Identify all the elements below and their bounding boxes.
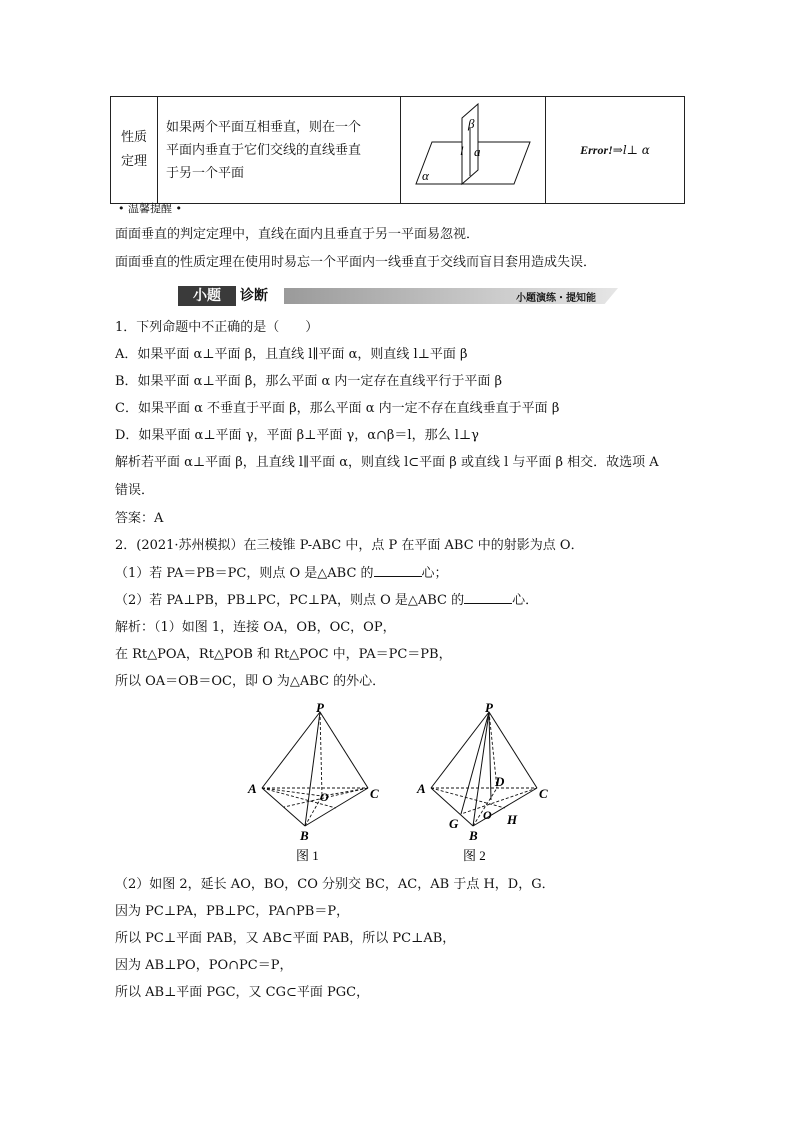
banner-title: 诊断: [240, 288, 268, 304]
beta-label: β: [468, 116, 475, 131]
banner-tag: 小题演练・提知能: [516, 293, 596, 304]
tip-title: • 温馨提醒 •: [118, 202, 182, 215]
vertex-label: O: [320, 790, 329, 804]
vertex-label: H: [507, 812, 518, 827]
figure-caption: 图 2: [463, 848, 486, 863]
vertex-label: O: [483, 808, 492, 822]
q2-solution-line: 在 Rt△POA，Rt△POB 和 Rt△POC 中，PA＝PC＝PB，: [115, 647, 452, 662]
q1-analysis: 解析若平面 α⊥平面 β，且直线 l∥平面 α，则直线 l⊂平面 β 或直线 l 与平面 β 相交．故选项 A: [115, 455, 659, 470]
q2-stem: 2．(2021·苏州模拟）在三棱锥 P-ABC 中，点 P 在平面 ABC 中的射影为点 O．: [115, 538, 584, 553]
q2-solution-line: 因为 AB⊥PO，PO∩PC＝P，: [115, 958, 293, 973]
row-label-cell: [111, 97, 158, 204]
figure-caption: 图 1: [296, 848, 319, 863]
vertex-label: A: [248, 781, 257, 796]
alpha-label: α: [422, 168, 429, 183]
statement-cell: [158, 97, 401, 204]
q2-part2: （2）若 PA⊥PB，PB⊥PC，PC⊥PA，则点 O 是△ABC 的 心．: [115, 593, 539, 608]
vertex-label: P: [316, 700, 324, 715]
q2-solution-line: 所以 PC⊥平面 PAB，又 AB⊂平面 PAB，所以 PC⊥AB，: [115, 931, 456, 946]
figure-2: [405, 700, 555, 865]
vertex-label: C: [370, 786, 379, 801]
symbol-text: ⇒l⊥ α: [612, 142, 650, 157]
q1-option-a: A．如果平面 α⊥平面 β，且直线 l∥平面 α，则直线 l⊥平面 β: [115, 347, 468, 362]
statement-line: 平面内垂直于它们交线的直线垂直: [166, 142, 362, 158]
row-label-line: 定理: [120, 154, 147, 169]
vertex-label: B: [469, 828, 478, 843]
q1-analysis-cont: 错误．: [115, 483, 155, 498]
q1-option-b: B．如果平面 α⊥平面 β，那么平面 α 内一定存在直线平行于平面 β: [115, 374, 503, 389]
answer-blank: [374, 564, 422, 577]
q1-option-d: D．如果平面 α⊥平面 γ，平面 β⊥平面 γ，α∩β＝l，那么 l⊥γ: [115, 428, 479, 443]
vertex-label: G: [449, 816, 459, 831]
statement-line: 于另一个平面: [166, 165, 245, 181]
a-label: a: [474, 144, 481, 159]
q2-solution-line: （2）如图 2，延长 AO，BO，CO 分别交 BC，AC，AB 于点 H，D，G．: [115, 877, 555, 892]
q2-solution-line: 因为 PC⊥PA，PB⊥PC，PA∩PB＝P，: [115, 904, 350, 919]
planes-figure: [402, 98, 544, 198]
q1-answer: 答案：A: [115, 511, 164, 526]
answer-blank: [464, 591, 512, 604]
error-text: Error!: [580, 142, 613, 157]
figure-cell: [401, 97, 546, 204]
table-row: [111, 97, 685, 204]
vertex-label: B: [300, 828, 309, 843]
q1-option-c: C．如果平面 α 不垂直于平面 β，那么平面 α 内一定不存在直线垂直于平面 β: [115, 401, 560, 416]
vertex-label: D: [495, 774, 505, 789]
theorem-table: [110, 96, 685, 204]
row-label-line: 性质: [120, 130, 147, 145]
q2-solution-line: 解析：（1）如图 1，连接 OA，OB，OC，OP，: [115, 620, 396, 635]
q1-stem: 1．下列命题中不正确的是（ ）: [115, 320, 319, 335]
banner-title-box: 小题: [178, 286, 236, 306]
section-banner: [178, 286, 618, 306]
tip-line: 面面垂直的判定定理中，直线在面内且垂直于另一平面易忽视．: [115, 227, 480, 242]
statement-line: 如果两个平面互相垂直，则在一个: [166, 119, 362, 135]
figure-1: [240, 700, 390, 865]
l-label: l: [460, 143, 464, 158]
tip-line: 面面垂直的性质定理在使用时易忘一个平面内一线垂直于交线而盲目套用造成失误．: [115, 255, 597, 270]
vertex-label: C: [539, 786, 548, 801]
q2-solution-line: 所以 OA＝OB＝OC，即 O 为△ABC 的外心．: [115, 674, 386, 689]
q2-solution-line: 所以 AB⊥平面 PGC，又 CG⊂平面 PGC，: [115, 985, 370, 1000]
vertex-label: A: [417, 781, 426, 796]
symbol-cell: [546, 97, 685, 204]
vertex-label: P: [485, 700, 493, 715]
q2-part1: （1）若 PA＝PB＝PC，则点 O 是△ABC 的 心；: [115, 566, 448, 581]
